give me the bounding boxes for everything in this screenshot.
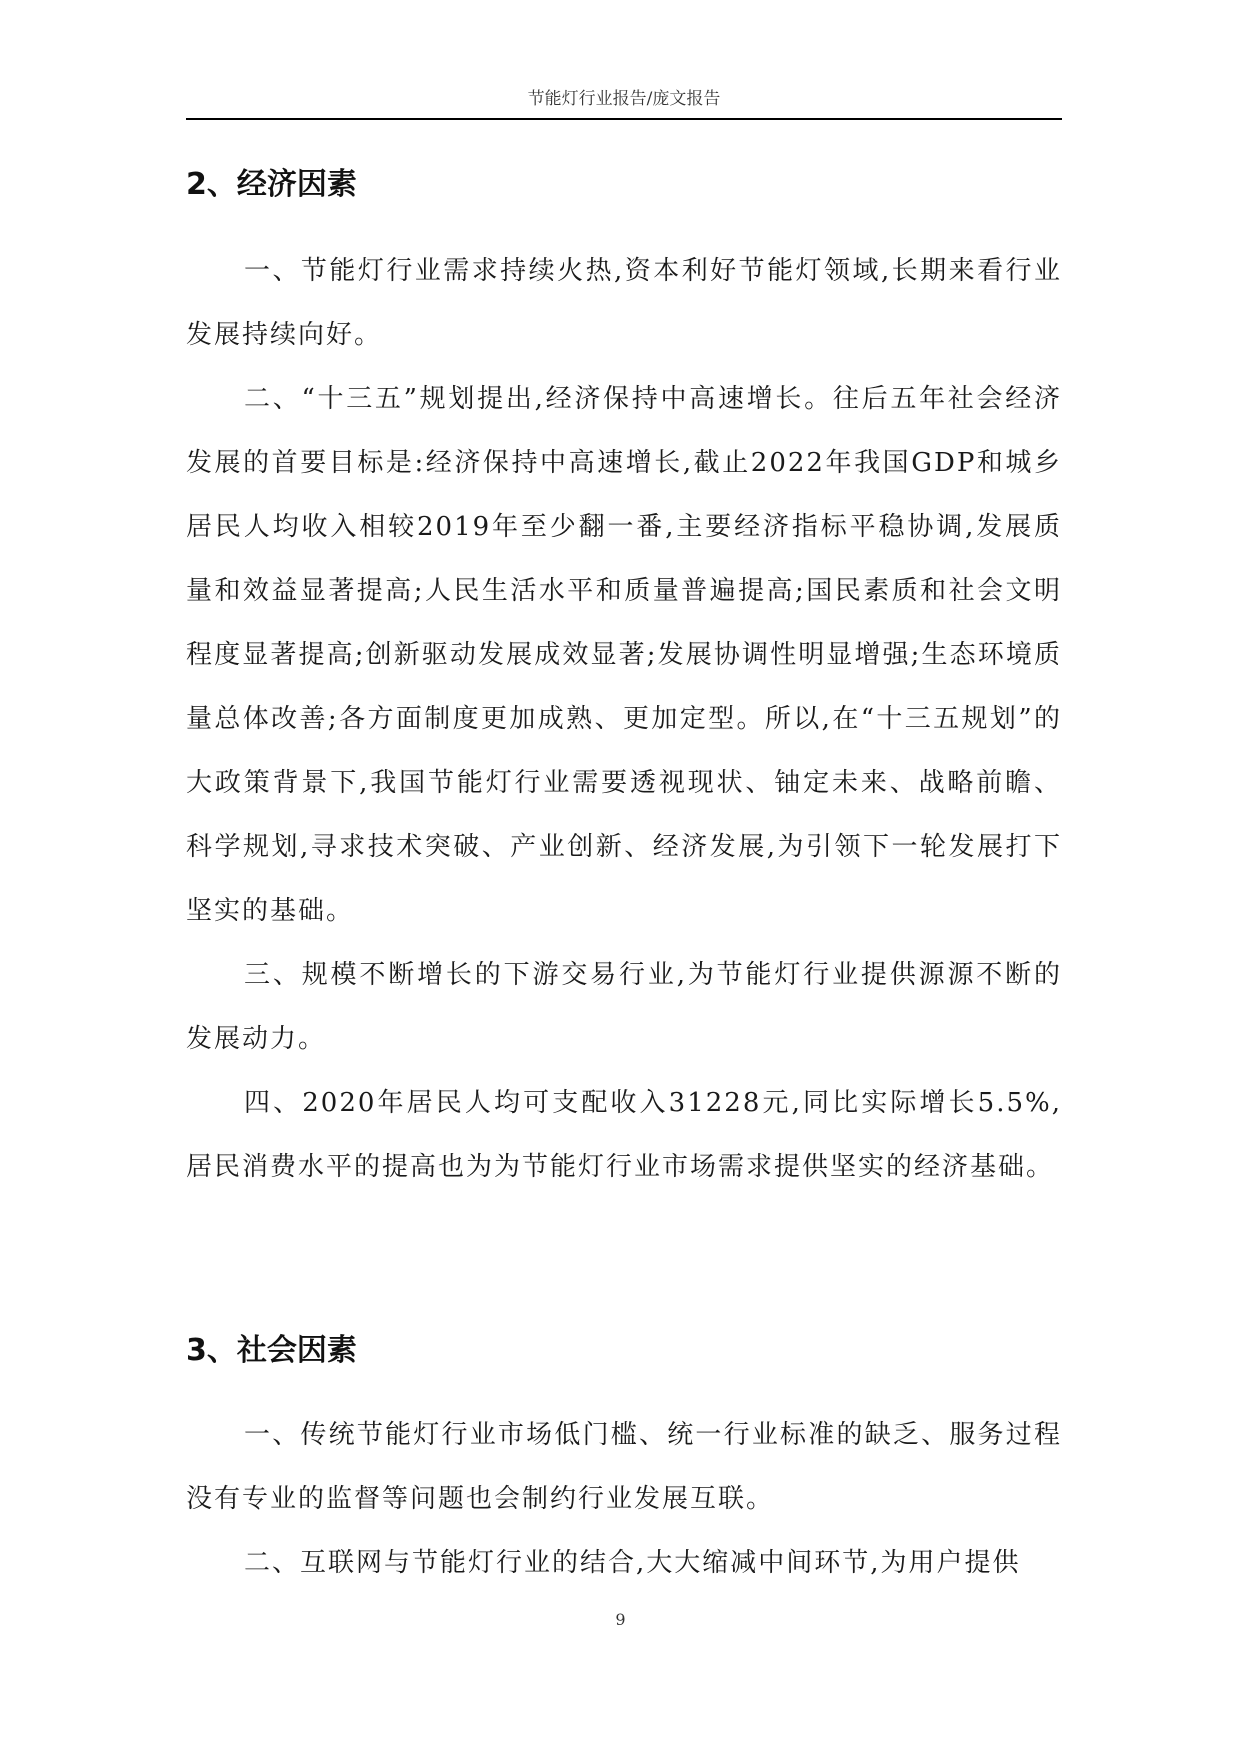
page-header (186, 86, 1062, 120)
paragraph: 二、“十三五”规划提出,经济保持中高速增长。往后五年社会经济发展的首要目标是:经济保持中高速增长,截止2022年我国GDP和城乡居民人均收入相较2019年至少翻一番,主要经济指标平稳协调,发展质量和效益显著提高;人民生活水平和质量普遍提高;国民素质和社会文明程度显著提高;创新驱动发展成效显著;发展协调性明显增强;生态环境质量总体改善;各方面制度更加成熟、更加定型。所以,在“十三五规划”的大政策背景下,我国节能灯行业需要透视现状、铀定未来、战略前瞻、科学规划,寻求技术突破、产业创新、经济发展,为引领下一轮发展打下坚实的基础。 (186, 384, 1062, 926)
section-title: 3、社会因素 (186, 1333, 357, 1368)
page-number: 9 (615, 1610, 626, 1629)
paragraph: 一、传统节能灯行业市场低门槛、统一行业标准的缺乏、服务过程没有专业的监督等问题也会制约行业发展互联。 (186, 1420, 1062, 1514)
paragraph: 四、2020年居民人均可支配收入31228元,同比实际增长5.5%,居民消费水平的提高也为为节能灯行业市场需求提供坚实的经济基础。 (186, 1088, 1062, 1182)
header-title: 节能灯行业报告/庞文报告 (527, 89, 721, 109)
section-title: 2、经济因素 (186, 167, 357, 202)
paragraph: 三、规模不断增长的下游交易行业,为节能灯行业提供源源不断的发展动力。 (186, 960, 1062, 1054)
section-economic-factors (186, 165, 1062, 1199)
paragraph: 二、互联网与节能灯行业的结合,大大缩减中间环节,为用户提供 (244, 1548, 1021, 1578)
paragraph: 一、节能灯行业需求持续火热,资本利好节能灯领域,长期来看行业发展持续向好。 (186, 256, 1062, 350)
section-social-factors (186, 1331, 1062, 1595)
